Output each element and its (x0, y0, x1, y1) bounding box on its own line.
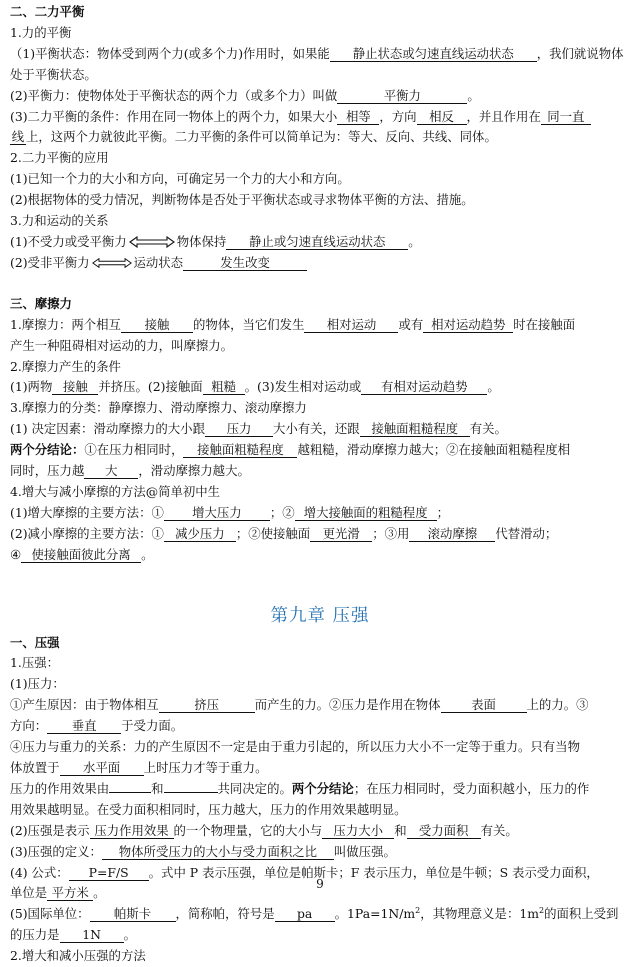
answer-blank: 相对运动 (304, 317, 398, 333)
text: (1)两物 (10, 379, 53, 395)
text-line (10, 44, 630, 86)
text-line (10, 545, 630, 566)
text-line (10, 503, 630, 524)
text: 和 (151, 780, 164, 796)
answer-blank: 接触 (52, 379, 98, 395)
answer-blank: 相反 (417, 109, 467, 125)
spacer (10, 274, 630, 294)
answer-blank: 挤压 (159, 697, 255, 713)
text: 越粗糙，滑动摩擦力越大；②在接触面粗糙程度相 (297, 442, 571, 458)
text: 。(3)发生相对运动或 (244, 379, 362, 395)
answer-blank: 压力作用效果 (90, 823, 174, 839)
text-line (10, 904, 630, 925)
answer-blank: 相等 (337, 109, 379, 125)
text: ，我们就说物体处于平衡状态。 (10, 45, 624, 82)
answer-blank: 发生改变 (183, 255, 307, 271)
answer-blank: 静止或匀速直线运动状态 (226, 234, 408, 250)
text-line: 1.压强： (10, 655, 59, 671)
text: (2)平衡力：使物体处于平衡状态的两个力（或多个力）叫做 (10, 87, 338, 103)
text-line (10, 461, 630, 482)
text-line: 3.摩擦力的分类：静摩擦力、滑动摩擦力、滚动摩擦力 (10, 400, 307, 416)
answer-blank (164, 792, 218, 793)
answer-blank: 平方米 (47, 885, 93, 901)
text: 有关。 (469, 421, 507, 437)
text-line: 产生一种阻碍相对运动的力，叫摩擦力。 (10, 337, 234, 353)
text: (1)增大摩擦的主要方法：① (10, 504, 164, 520)
answer-blank: 使接触面彼此分离 (21, 547, 141, 563)
text: 。1Pa=1N/m (334, 906, 416, 922)
answer-blank: 物体所受压力的大小与受力面积之比 (102, 844, 334, 860)
text-line: (2)根据物体的受力情况，判断物体是否处于平衡状态或寻求物体平衡的方法、措施。 (10, 192, 474, 208)
text-line (10, 127, 630, 148)
answer-blank: 静止状态或匀速直线运动状态 (330, 46, 537, 62)
answer-blank: 相对运动趋势 (423, 317, 513, 333)
answer-blank: 压力 (205, 421, 273, 437)
answer-blank: 滚动摩擦 (409, 526, 495, 542)
answer-blank: 减少压力 (164, 526, 236, 542)
text: (2)减小摩擦的主要方法：① (10, 525, 164, 541)
text-line: 用效果越明显。在受力面积相同时，压力越大，压力的作用效果越明显。 (10, 801, 407, 817)
answer-blank: 接触面粗糙程度 (360, 421, 470, 437)
answer-blank: 更光滑 (310, 526, 372, 542)
answer-blank: 水平面 (60, 760, 144, 776)
text: 单位是 (10, 885, 48, 901)
superscript: 2 (538, 906, 545, 916)
text: 于受力面。 (121, 718, 184, 734)
text-line: 2.摩擦力产生的条件 (10, 358, 121, 374)
text: 同时，压力越 (10, 463, 85, 479)
text: 物体保持 (176, 233, 227, 249)
answer-blank: 垂直 (47, 718, 121, 734)
spacer (10, 566, 630, 603)
text-line (10, 524, 630, 545)
text: ；② (269, 504, 295, 520)
text: ；在压力相同时，受力面积越小，压力的作 (353, 780, 590, 796)
answer-blank: 增大压力 (164, 505, 270, 521)
text: ，简称帕，符号是 (175, 906, 275, 922)
answer-blank: 粗糙 (203, 379, 245, 395)
text: 。 (408, 233, 421, 249)
bold-label: 两个分结论 (291, 780, 354, 796)
text-line (10, 315, 630, 336)
text: 代替滑动； (495, 525, 558, 541)
text: 。 (123, 927, 136, 943)
section-heading-friction: 三、摩擦力 (10, 295, 72, 311)
text: ，并且作用在 (466, 108, 541, 124)
text: 的物体，当它们发生 (192, 316, 305, 332)
text-line: 3.力和运动的关系 (10, 213, 109, 229)
text: ； (436, 504, 450, 520)
answer-blank: 增大接触面的粗糙程度 (295, 505, 437, 521)
text: (3)压强的定义： (10, 843, 102, 859)
text: 时在接触面 (513, 316, 576, 332)
text-line (10, 842, 630, 863)
answer-blank: 大 (84, 463, 138, 479)
text-line (10, 419, 630, 440)
text: 方向： (10, 718, 48, 734)
text-line: (1)已知一个力的大小和方向，可确定另一个力的大小和方向。 (10, 171, 350, 187)
text: 并挤压。(2)接触面 (98, 379, 203, 395)
text: 。 (487, 379, 500, 395)
answer-blank: 1N (60, 927, 124, 943)
text: 压力的作用效果由 (10, 780, 110, 796)
text: ，其物理意义是：1m (420, 906, 539, 922)
bold-label: 两个分结论： (10, 442, 85, 458)
text: 。 (93, 885, 106, 901)
text-line (10, 86, 630, 107)
text-line (10, 232, 630, 253)
answer-blank: 接触 (121, 317, 193, 333)
text: (4) 公式： (10, 864, 69, 880)
text: 而产生的力。②压力是作用在物体 (254, 697, 441, 713)
text: 运动状态 (133, 254, 184, 270)
answer-blank: 表面 (441, 697, 527, 713)
text: ④ (10, 546, 22, 562)
text: 1.摩擦力：两个相互 (10, 316, 121, 332)
answer-blank (109, 792, 151, 793)
text: (5)国际单位： (10, 906, 90, 922)
text: 共同决定的。 (217, 780, 292, 796)
chapter-title: 第九章 压强 (270, 605, 370, 626)
text: 或有 (398, 316, 424, 332)
answer-blank: 线 (11, 129, 25, 145)
text-line (10, 779, 630, 800)
double-arrow-icon (129, 236, 175, 248)
answer-blank: 受力面积 (407, 823, 481, 839)
text: 上的力。③ (526, 697, 589, 713)
text-line (10, 716, 630, 737)
text: ，滑动摩擦力越大。 (138, 463, 250, 479)
text-line (10, 695, 630, 716)
text: ；②使接触面 (235, 525, 311, 541)
text-line (10, 758, 630, 779)
text: ；③用 (372, 525, 410, 541)
answer-blank: pa (275, 906, 335, 922)
text: 体放置于 (10, 760, 60, 775)
double-arrow-icon (92, 257, 132, 269)
superscript: 2 (415, 906, 421, 916)
text: 的压力是 (10, 927, 60, 943)
text: (2)受非平衡力 (10, 254, 90, 270)
answer-blank: 压力大小 (322, 823, 394, 839)
text-line (10, 925, 630, 946)
text-line: 4.增大与减小摩擦的方法@简单初中生 (10, 483, 221, 499)
text: 上，这两个力就彼此平衡。二力平衡的条件可以简单记为：等大、反向、共线、同体。 (26, 129, 497, 145)
answer-blank: 同一直 (541, 109, 591, 125)
text-line (10, 821, 630, 842)
answer-blank: 帕斯卡 (90, 906, 176, 922)
text: ，方向 (379, 108, 417, 124)
text: 。 (467, 87, 480, 103)
section-heading-pressure: 一、压强 (10, 634, 60, 650)
text: (2)压强是表示 (10, 822, 90, 838)
answer-blank: 接触面粗糙程度 (183, 442, 297, 458)
text: ①在压力相同时， (84, 442, 184, 458)
text: (1)不受力或受平衡力 (10, 233, 127, 249)
text: （1)平衡状态：物体受到两个力(或多个力)作用时，如果能 (10, 45, 330, 61)
text: 和 (394, 822, 407, 838)
text: 大小有关，还跟 (272, 421, 360, 437)
text: 有关。 (480, 822, 518, 838)
text: 。式中 P 表示压强，单位是帕斯卡；F 表示压力，单位是牛顿；S 表示受力面积， (148, 864, 599, 880)
text: 上时压力才等于重力。 (143, 760, 268, 775)
text: ①产生原因：由于物体相互 (10, 697, 159, 713)
page-number: 9 (316, 877, 324, 891)
text-line (10, 440, 630, 461)
text-line: ④压力与重力的关系：力的产生原因不一定是由于重力引起的，所以压力大小不一定等于重力。只有当物 (10, 739, 580, 755)
answer-blank: 平衡力 (337, 88, 467, 104)
text-line (10, 107, 630, 128)
text-line: 1.力的平衡 (10, 24, 72, 40)
text-line: 2.增大和减小压强的方法 (10, 948, 146, 964)
text: 叫做压强。 (333, 843, 396, 859)
text: 。 (141, 546, 154, 562)
text-line: (1)压力： (10, 676, 65, 692)
text-line: 2.二力平衡的应用 (10, 150, 109, 166)
text-line (10, 253, 630, 274)
answer-blank: 有相对运动趋势 (361, 379, 487, 395)
text: (1) 决定因素：滑动摩擦力的大小跟 (10, 421, 205, 437)
text: 的一个物理量，它的大小与 (173, 822, 323, 838)
answer-blank: P=F/S (69, 865, 149, 881)
text: (3)二力平衡的条件：作用在同一物体上的两个力，如果大小 (10, 108, 338, 124)
text: 的面积上受到 (544, 906, 619, 922)
section-heading-two-force-balance: 二、二力平衡 (10, 4, 85, 19)
text-line (10, 377, 630, 398)
